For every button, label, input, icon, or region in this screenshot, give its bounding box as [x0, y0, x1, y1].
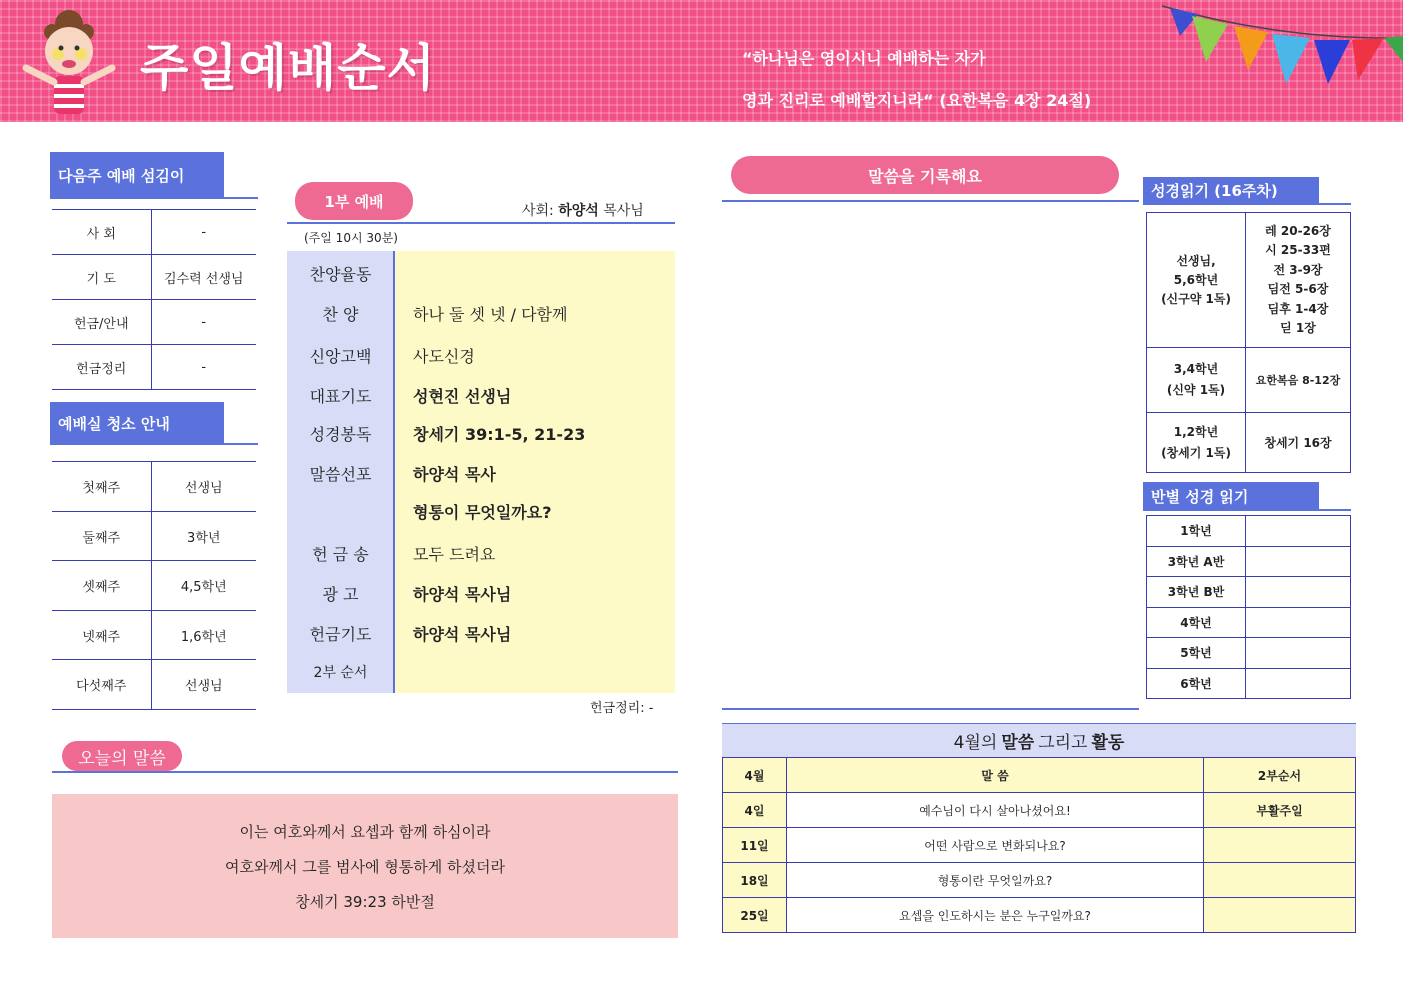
worship-label: 1부 예배	[295, 182, 413, 220]
cleaning-week: 둘째주	[52, 512, 151, 561]
next-week-name: -	[151, 300, 256, 345]
row-word: 형통이란 무엇일까요?	[787, 863, 1204, 898]
order-item-value: 하양석 목사님	[413, 625, 512, 644]
worship-host-title: 목사님	[598, 203, 644, 219]
reading-portion-line: 레 20-26장	[1265, 223, 1331, 238]
order-item-value: 성현진 선생님	[413, 387, 512, 406]
order-item-value: 사도신경	[413, 347, 475, 366]
order-item-label: 찬 양	[322, 305, 359, 324]
child-illustration	[14, 6, 124, 118]
order-item-value: 하나 둘 셋 넷 / 다함께	[413, 305, 568, 324]
cleaning-week: 넷째주	[52, 611, 151, 660]
reading-portion-line: 요한복음 8-12장	[1255, 374, 1341, 387]
notes-label: 말씀을 기록해요	[731, 156, 1119, 194]
cleaning-week: 셋째주	[52, 561, 151, 611]
order-item-label: 광 고	[322, 585, 359, 604]
order-item-label: 찬양율동	[309, 265, 372, 284]
worship-time: (주일 10시 30분)	[304, 231, 398, 245]
reading-group-line: (신구약 1독)	[1161, 291, 1231, 306]
row-event	[1204, 898, 1356, 933]
class-name: 3학년 B반	[1147, 577, 1246, 608]
row-date: 4일	[723, 793, 787, 828]
class-name: 6학년	[1147, 668, 1246, 699]
divider	[50, 197, 258, 199]
next-week-name: -	[151, 345, 256, 390]
next-week-name: -	[151, 210, 256, 255]
row-event	[1204, 863, 1356, 898]
today-verse-line-2: 여호와께서 그를 범사에 형통하게 하셨더라	[225, 857, 505, 876]
order-item-value: 하양석 목사	[413, 465, 496, 484]
offering-note: 헌금정리: -	[590, 701, 654, 716]
class-name: 4학년	[1147, 607, 1246, 638]
order-item-label: 신앙고백	[309, 347, 372, 366]
reading-portion-line: 전 3-9장	[1273, 262, 1323, 277]
reading-portion-line: 딤전 5-6장	[1267, 282, 1329, 296]
page-title: 주일예배순서	[140, 39, 436, 97]
class-reading-header: 반별 성경 읽기	[1143, 482, 1319, 510]
worship-order	[287, 251, 675, 693]
next-week-role: 기 도	[52, 255, 151, 300]
reading-group	[1147, 413, 1246, 473]
class-reading-cell[interactable]	[1246, 607, 1351, 638]
divider	[50, 443, 258, 445]
divider	[722, 708, 1139, 710]
class-reading-cell[interactable]	[1246, 668, 1351, 699]
cleaning-who: 4,5학년	[151, 561, 256, 611]
bible-reading-header: 성경읽기 (16주차)	[1143, 177, 1319, 204]
reading-portion	[1246, 413, 1351, 473]
reading-portion	[1246, 348, 1351, 413]
today-word-box	[52, 794, 678, 938]
class-name: 3학년 A반	[1147, 546, 1246, 577]
reading-portion-line: 딛 1장	[1280, 321, 1316, 335]
next-week-role: 사 회	[52, 210, 151, 255]
bunting-flags-icon	[1162, 0, 1403, 100]
reading-group-line: 5,6학년	[1173, 272, 1219, 287]
class-reading-cell[interactable]	[1246, 516, 1351, 547]
april-table	[722, 757, 1356, 933]
reading-group-line: 1,2학년	[1173, 424, 1219, 439]
today-verse-reference: 창세기 39:23 하반절	[295, 892, 435, 911]
order-item-value: 모두 드려요	[413, 545, 496, 564]
row-date: 25일	[723, 898, 787, 933]
table-row	[723, 793, 1356, 828]
row-date: 11일	[723, 828, 787, 863]
april-title-activity: 활동	[1091, 733, 1125, 753]
reading-group-line: 선생님,	[1176, 253, 1216, 268]
row-event	[1204, 828, 1356, 863]
order-item-value: 창세기 39:1-5, 21-23	[413, 425, 586, 444]
notes-area[interactable]	[722, 202, 1139, 708]
order-item-label: 2부 순서	[313, 665, 368, 681]
reading-group-line: 3,4학년	[1173, 362, 1219, 376]
header-banner	[0, 0, 1403, 122]
divider	[1143, 203, 1351, 205]
divider	[52, 771, 678, 773]
worship-host-label: 사회:	[522, 203, 559, 219]
april-title-mid: 그리고	[1038, 733, 1088, 753]
reading-portion-line: 시 25-33편	[1265, 243, 1331, 257]
column-header: 4월	[723, 758, 787, 793]
reading-group-line: (창세기 1독)	[1161, 445, 1231, 460]
reading-group	[1147, 213, 1246, 348]
row-word: 어떤 사람으로 변화되나요?	[787, 828, 1204, 863]
cleaning-who: 1,6학년	[151, 611, 256, 660]
row-event: 부활주일	[1204, 793, 1356, 828]
sermon-title: 형통이 무엇일까요?	[413, 503, 552, 522]
row-date: 18일	[723, 863, 787, 898]
next-week-name: 김수력 선생님	[151, 255, 256, 300]
reading-portion	[1246, 213, 1351, 348]
cleaning-who: 선생님	[151, 660, 256, 710]
order-item-label: 말씀선포	[309, 465, 372, 484]
worship-host	[522, 200, 644, 220]
row-word: 요셉을 인도하시는 분은 누구일까요?	[787, 898, 1204, 933]
today-word-label: 오늘의 말씀	[62, 741, 182, 771]
cleaning-header: 예배실 청소 안내	[50, 402, 224, 444]
table-row	[723, 828, 1356, 863]
class-reading-cell[interactable]	[1246, 546, 1351, 577]
class-reading-cell[interactable]	[1246, 577, 1351, 608]
order-item-value: 하양석 목사님	[413, 585, 512, 604]
class-reading-cell[interactable]	[1246, 638, 1351, 669]
class-reading-table	[1146, 515, 1351, 699]
order-item-label: 헌 금 송	[312, 545, 369, 564]
bible-reading-table	[1146, 212, 1351, 473]
column-header: 말 씀	[787, 758, 1204, 793]
class-name: 1학년	[1147, 516, 1246, 547]
class-name: 5학년	[1147, 638, 1246, 669]
reading-portion-line: 창세기 16장	[1264, 436, 1332, 450]
reading-portion-line: 딤후 1-4장	[1267, 301, 1329, 316]
reading-group-line: (신약 1독)	[1166, 383, 1226, 397]
next-week-role: 헌금/안내	[52, 300, 151, 345]
order-item-label: 성경봉독	[309, 425, 372, 444]
april-title-prefix: 4월의	[953, 733, 998, 753]
reading-group	[1147, 348, 1246, 413]
row-word: 예수님이 다시 살아나셨어요!	[787, 793, 1204, 828]
april-schedule-title	[722, 723, 1356, 757]
table-row	[723, 863, 1356, 898]
cleaning-week: 다섯째주	[52, 660, 151, 710]
next-week-header: 다음주 예배 섬김이	[50, 152, 224, 198]
table-row	[723, 898, 1356, 933]
cleaning-week: 첫째주	[52, 462, 151, 512]
next-week-role: 헌금정리	[52, 345, 151, 390]
cleaning-who: 3학년	[151, 512, 256, 561]
worship-host-name: 하양석	[558, 203, 599, 219]
cleaning-table	[52, 461, 256, 710]
divider	[1143, 509, 1351, 511]
today-verse-line-1: 이는 여호와께서 요셉과 함께 하심이라	[239, 822, 491, 841]
column-header: 2부순서	[1204, 758, 1356, 793]
bible-quote-line-1: “하나님은 영이시니 예배하는 자가	[742, 49, 986, 68]
april-title-word: 말씀	[1001, 733, 1035, 753]
cleaning-who: 선생님	[151, 462, 256, 512]
order-item-label: 대표기도	[309, 387, 372, 406]
next-week-table	[52, 209, 256, 390]
divider	[287, 222, 675, 224]
order-item-label: 헌금기도	[309, 625, 372, 644]
bible-quote-line-2: 영과 진리로 예배할지니라“ (요한복음 4장 24절)	[742, 91, 1092, 110]
april-schedule	[722, 723, 1356, 933]
